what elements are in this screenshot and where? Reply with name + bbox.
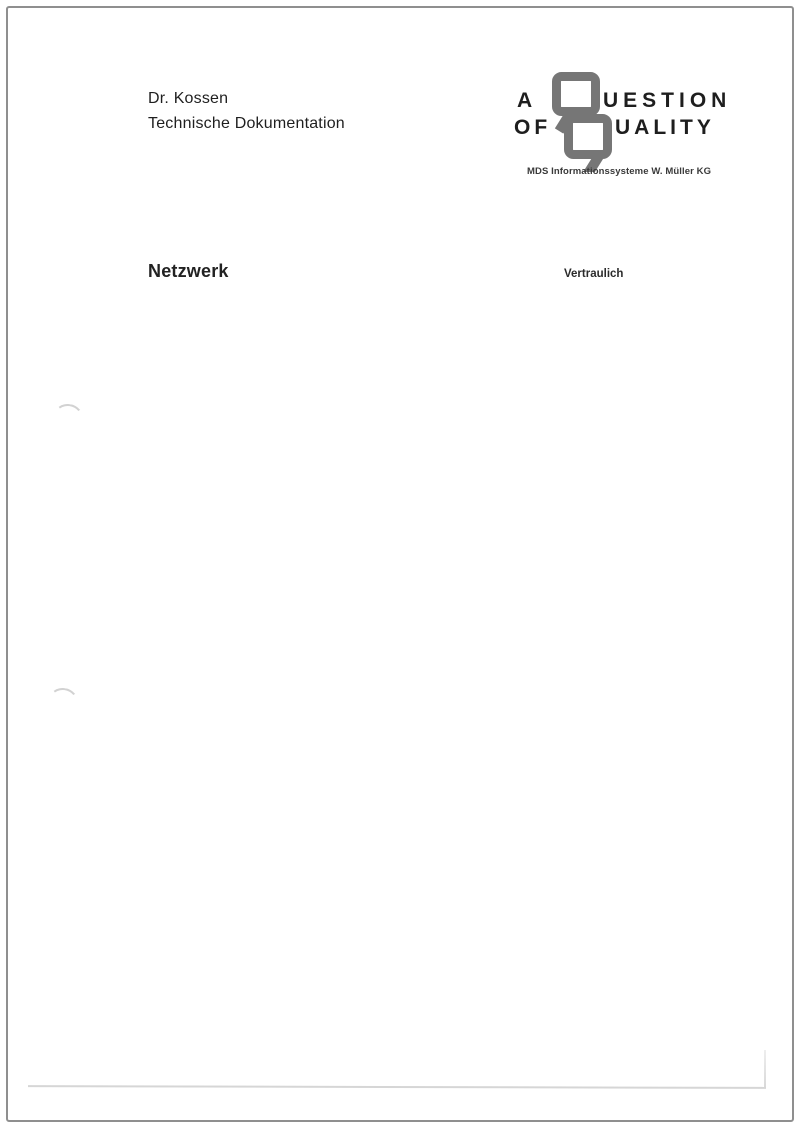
classification-label: Vertraulich xyxy=(564,268,624,280)
sender-name: Dr. Kossen xyxy=(148,90,229,107)
sender-subtitle: Technische Dokumentation xyxy=(148,115,345,132)
logo-word2-suffix: UALITY xyxy=(615,116,715,139)
paper-edge xyxy=(28,1085,766,1088)
company-logo xyxy=(505,60,740,172)
sender-block xyxy=(148,86,345,136)
page-title: Netzwerk xyxy=(148,261,229,281)
logo-word1-prefix: A xyxy=(517,89,538,112)
logo-q-icon xyxy=(557,77,596,112)
punch-hole-mark xyxy=(51,402,85,434)
logo-q-icon xyxy=(569,119,608,155)
logo-word2-prefix: OF xyxy=(514,116,552,139)
company-name: MDS Informationssysteme W. Müller KG xyxy=(527,166,712,177)
paper-edge xyxy=(764,1050,766,1087)
punch-hole-mark xyxy=(46,686,80,718)
document-body xyxy=(148,309,763,323)
logo-word1-suffix: UESTION xyxy=(603,89,732,112)
